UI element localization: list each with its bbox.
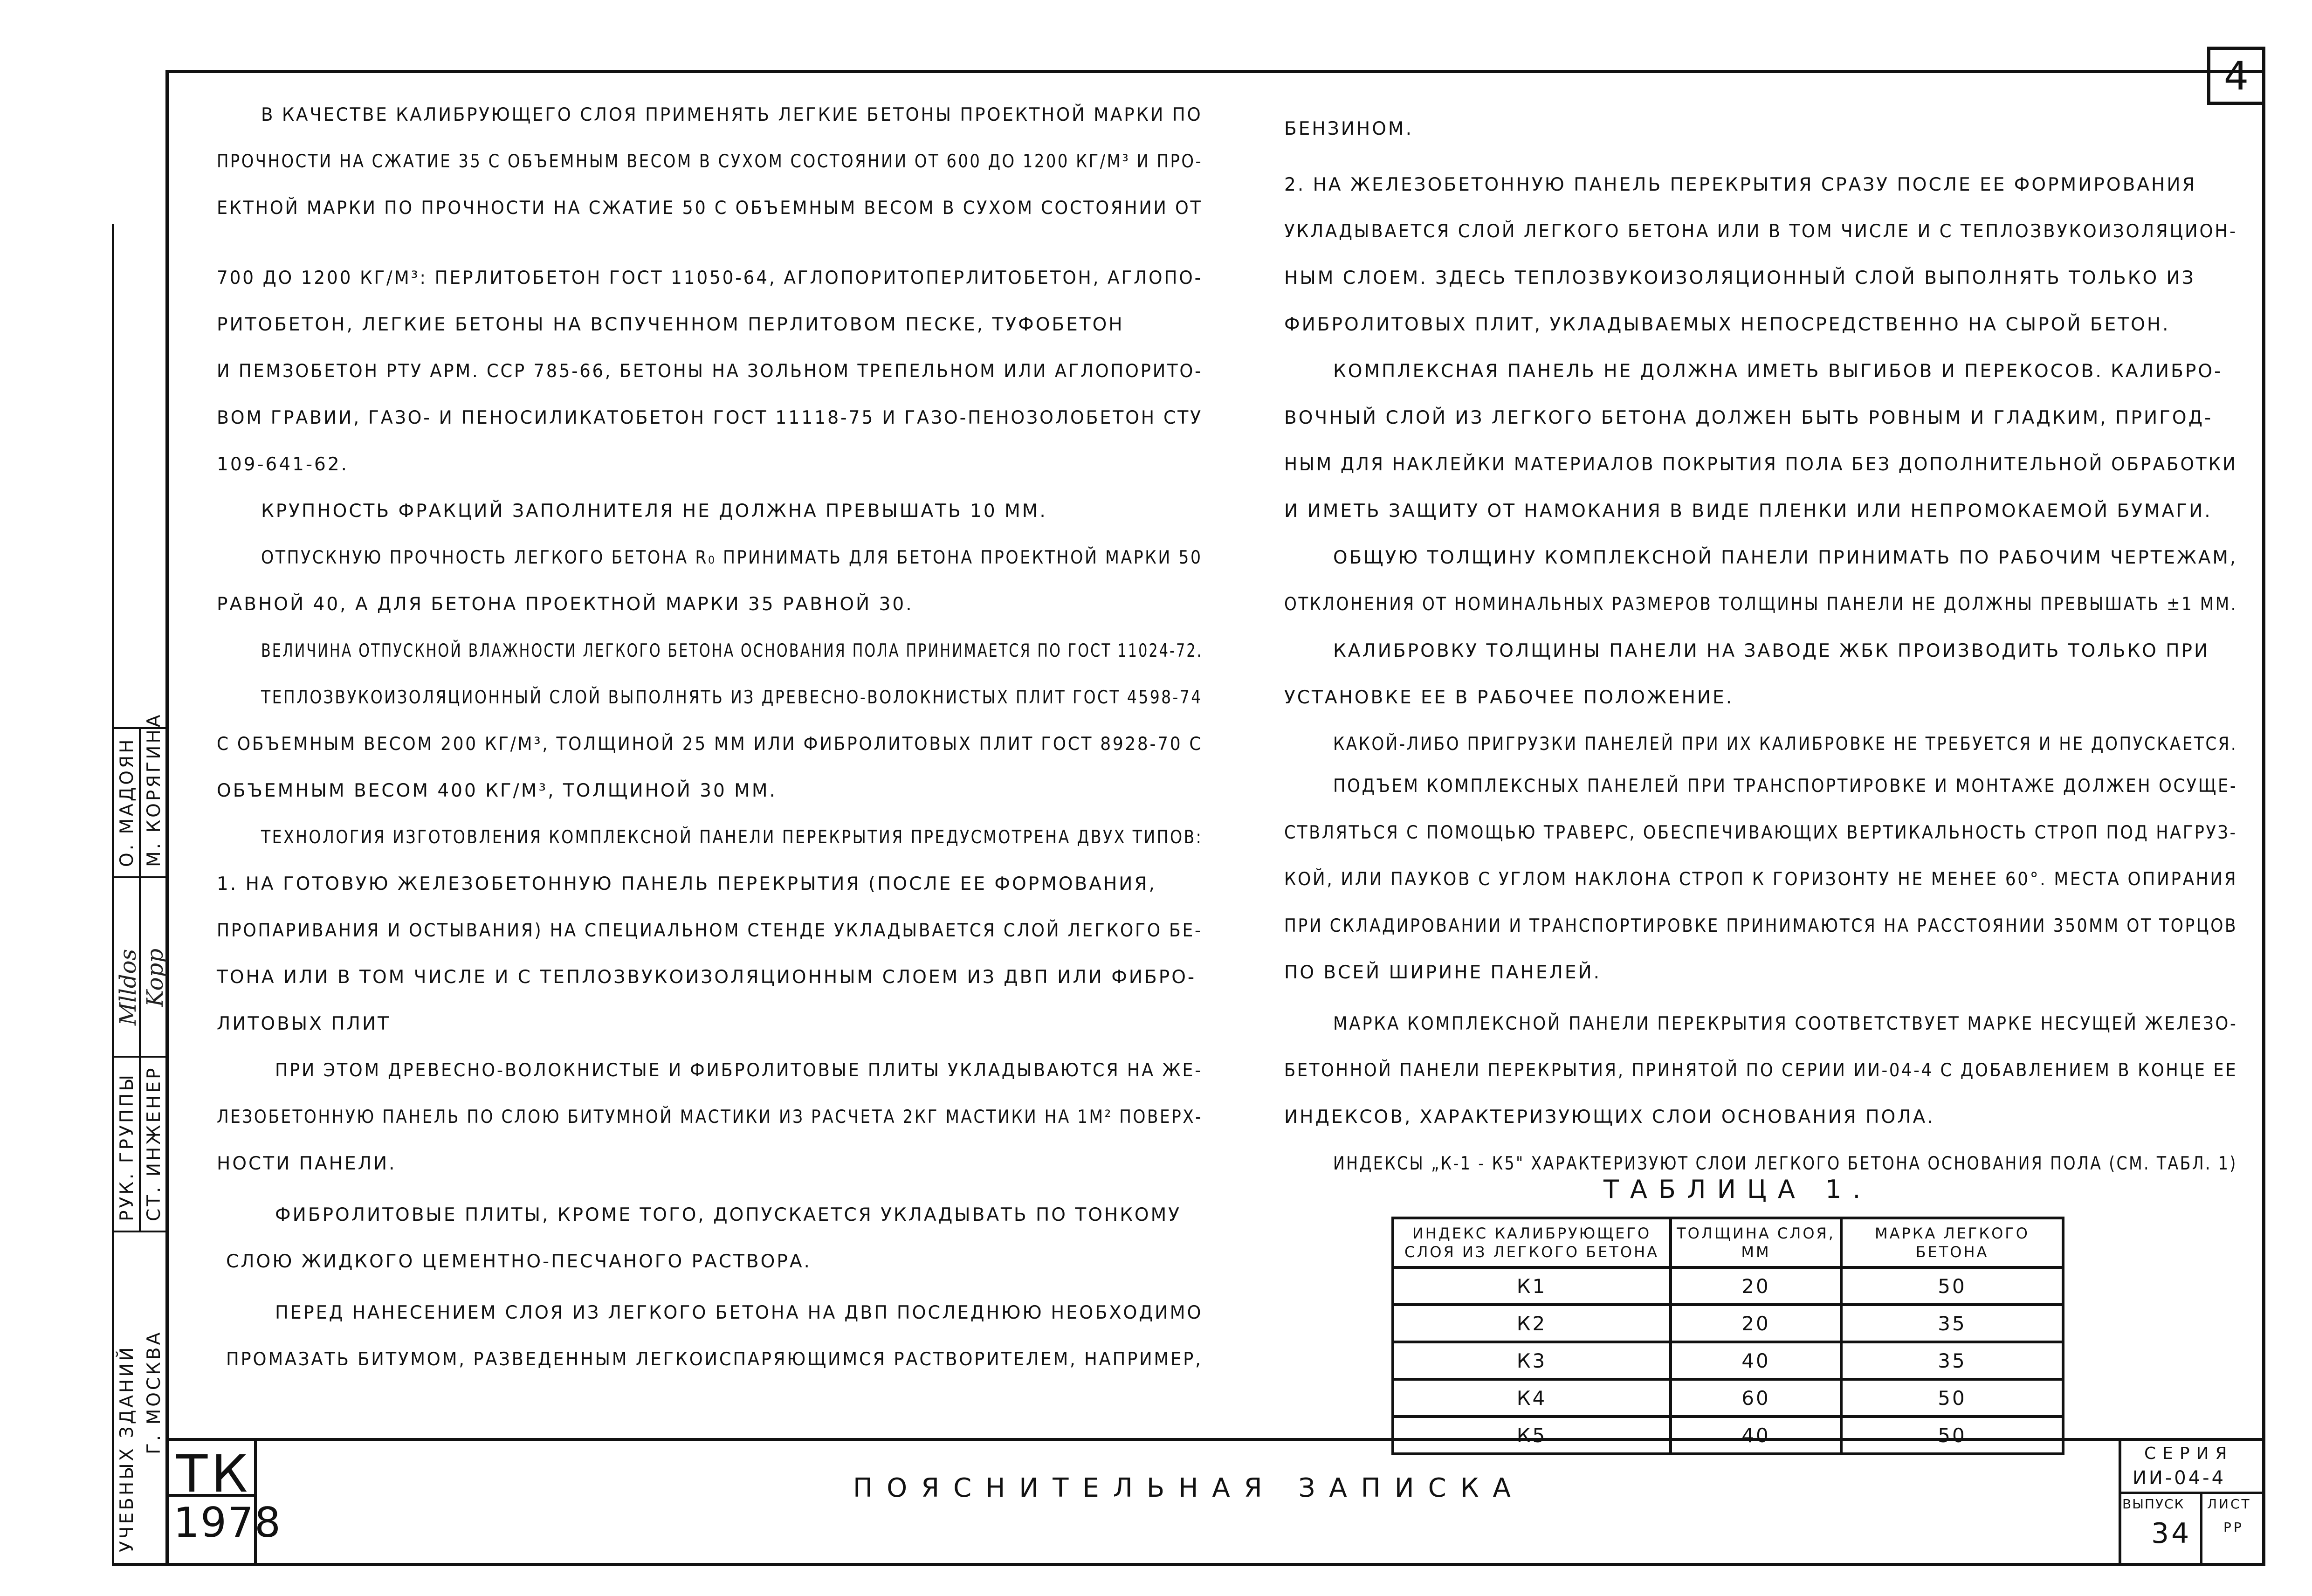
left-line-19: ТОНА ИЛИ В ТОМ ЧИСЛЕ И С ТЕПЛОЗВУКОИЗОЛЯЦИОННЫМ СЛОЕМ ИЗ ДВП ИЛИ ФИБРО- (217, 967, 1197, 988)
table-row (1393, 1267, 2063, 1305)
right-line-18: ПРИ СКЛАДИРОВАНИИ И ТРАНСПОРТИРОВКЕ ПРИНИМАЮТСЯ НА РАССТОЯНИИ 350ММ ОТ ТОРЦОВ (1284, 915, 2238, 936)
table-cell-index: К3 (1393, 1342, 1671, 1379)
right-line-7: ВОЧНЫЙ СЛОЙ ИЗ ЛЕГКОГО БЕТОНА ДОЛЖЕН БЫТЬ РОВНЫМ И ГЛАДКИМ, ПРИГОД- (1284, 407, 2213, 428)
right-line-13: УСТАНОВКЕ ЕЕ В РАБОЧЕЕ ПОЛОЖЕНИЕ. (1284, 687, 1734, 708)
title-block-tk: ТК (176, 1444, 252, 1504)
left-line-1: В КАЧЕСТВЕ КАЛИБРУЮЩЕГО СЛОЯ ПРИМЕНЯТЬ ЛЕГКИЕ БЕТОНЫ ПРОЕКТНОЙ МАРКИ ПО (261, 104, 1203, 125)
right-line-10: ОБЩУЮ ТОЛЩИНУ КОМПЛЕКСНОЙ ПАНЕЛИ ПРИНИМАТЬ ПО РАБОЧИМ ЧЕРТЕЖАМ, (1333, 547, 2238, 568)
table-header-thickness: ТОЛЩИНА СЛОЯ, ММ (1671, 1218, 1841, 1267)
left-line-8: 109-641-62. (217, 454, 349, 475)
right-line-21: БЕТОННОЙ ПАНЕЛИ ПЕРЕКРЫТИЯ, ПРИНЯТОЙ ПО СЕРИИ ИИ-04-4 С ДОБАВЛЕНИЕМ В КОНЦЕ ЕЕ (1284, 1060, 2238, 1081)
right-line-20: МАРКА КОМПЛЕКСНОЙ ПАНЕЛИ ПЕРЕКРЫТИЯ СООТВЕТСТВУЕТ МАРКЕ НЕСУЩЕЙ ЖЕЛЕЗО- (1333, 1013, 2238, 1034)
margin-name-2: М. КОРЯГИНА (144, 712, 165, 867)
left-line-16: ТЕХНОЛОГИЯ ИЗГОТОВЛЕНИЯ КОМПЛЕКСНОЙ ПАНЕЛИ ПЕРЕКРЫТИЯ ПРЕДУСМОТРЕНА ДВУХ ТИПОВ: (261, 827, 1203, 848)
table-cell-grade: 50 (1841, 1379, 2063, 1417)
left-line-2: ПРОЧНОСТИ НА СЖАТИЕ 35 С ОБЪЕМНЫМ ВЕСОМ В СУХОМ СОСТОЯНИИ ОТ 600 ДО 1200 КГ/М³ И ПРО- (217, 151, 1203, 172)
right-line-2: 2. НА ЖЕЛЕЗОБЕТОННУЮ ПАНЕЛЬ ПЕРЕКРЫТИЯ СРАЗУ ПОСЛЕ ЕЕ ФОРМИРОВАНИЯ (1284, 174, 2197, 195)
left-line-3: ЕКТНОЙ МАРКИ ПО ПРОЧНОСТИ НА СЖАТИЕ 50 С ОБЪЕМНЫМ ВЕСОМ В СУХОМ СОСТОЯНИИ ОТ (217, 198, 1203, 219)
left-line-11: РАВНОЙ 40, А ДЛЯ БЕТОНА ПРОЕКТНОЙ МАРКИ 35 РАВНОЙ 30. (217, 594, 914, 615)
sheet-value: РР (2223, 1520, 2244, 1535)
left-line-13: ТЕПЛОЗВУКОИЗОЛЯЦИОННЫЙ СЛОЙ ВЫПОЛНЯТЬ ИЗ ДРЕВЕСНО-ВОЛОКНИСТЫХ ПЛИТ ГОСТ 4598-74 (261, 687, 1203, 708)
table-cell-grade: 50 (1841, 1417, 2063, 1454)
table-header-grade: МАРКА ЛЕГКОГО БЕТОНА (1841, 1218, 2063, 1267)
right-line-1: БЕНЗИНОМ. (1284, 118, 1413, 139)
right-line-14: КАКОЙ-ЛИБО ПРИГРУЗКИ ПАНЕЛЕЙ ПРИ ИХ КАЛИБРОВКЕ НЕ ТРЕБУЕТСЯ И НЕ ДОПУСКАЕТСЯ. (1333, 734, 2238, 755)
left-line-25: СЛОЮ ЖИДКОГО ЦЕМЕНТНО-ПЕСЧАНОГО РАСТВОРА. (226, 1251, 812, 1272)
document-title: ПОЯСНИТЕЛЬНАЯ ЗАПИСКА (853, 1473, 1525, 1503)
table-cell-thickness: 20 (1671, 1305, 1841, 1342)
margin-role-1: РУК. ГРУППЫ (117, 1073, 138, 1221)
table-cell-index: К2 (1393, 1305, 1671, 1342)
frame-right-line (2262, 70, 2265, 1566)
right-line-5: ФИБРОЛИТОВЫХ ПЛИТ, УКЛАДЫВАЕМЫХ НЕПОСРЕДСТВЕННО НА СЫРОЙ БЕТОН. (1284, 314, 2170, 335)
right-line-4: НЫМ СЛОЕМ. ЗДЕСЬ ТЕПЛОЗВУКОИЗОЛЯЦИОННЫЙ СЛОЙ ВЫПОЛНЯТЬ ТОЛЬКО ИЗ (1284, 268, 2195, 289)
table-cell-thickness: 60 (1671, 1379, 1841, 1417)
right-line-11: ОТКЛОНЕНИЯ ОТ НОМИНАЛЬНЫХ РАЗМЕРОВ ТОЛЩИНЫ ПАНЕЛИ НЕ ДОЛЖНЫ ПРЕВЫШАТЬ ±1 ММ. (1284, 594, 2238, 615)
table-cell-thickness: 40 (1671, 1342, 1841, 1379)
left-line-27: ПРОМАЗАТЬ БИТУМОМ, РАЗВЕДЕННЫМ ЛЕГКОИСПАРЯЮЩИМСЯ РАСТВОРИТЕЛЕМ, НАПРИМЕР, (226, 1349, 1203, 1370)
title-block-series-bottom (2119, 1492, 2265, 1494)
margin-row-line-4 (112, 1231, 168, 1232)
right-line-15: ПОДЪЕМ КОМПЛЕКСНЫХ ПАНЕЛЕЙ ПРИ ТРАНСПОРТИРОВКЕ И МОНТАЖЕ ДОЛЖЕН ОСУЩЕ- (1333, 776, 2238, 797)
signature-2: Kopр (142, 949, 168, 1007)
title-block-year: 1978 (173, 1499, 282, 1547)
left-line-18: ПРОПАРИВАНИЯ И ОСТЫВАНИЯ) НА СПЕЦИАЛЬНОМ СТЕНДЕ УКЛАДЫВАЕТСЯ СЛОЙ ЛЕГКОГО БЕ- (217, 920, 1203, 941)
title-block-sheet-divider (2200, 1492, 2202, 1566)
sheet-number-box: 4 (2207, 47, 2265, 105)
left-line-26: ПЕРЕД НАНЕСЕНИЕМ СЛОЯ ИЗ ЛЕГКОГО БЕТОНА НА ДВП ПОСЛЕДНЮЮ НЕОБХОДИМО (275, 1302, 1203, 1323)
right-line-16: СТВЛЯТЬСЯ С ПОМОЩЬЮ ТРАВЕРС, ОБЕСПЕЧИВАЮЩИХ ВЕРТИКАЛЬНОСТЬ СТРОП ПОД НАГРУЗ- (1284, 822, 2237, 843)
right-line-3: УКЛАДЫВАЕТСЯ СЛОЙ ЛЕГКОГО БЕТОНА ИЛИ В ТОМ ЧИСЛЕ И С ТЕПЛОЗВУКОИЗОЛЯЦИОН- (1284, 221, 2238, 242)
left-line-14: С ОБЪЕМНЫМ ВЕСОМ 200 КГ/М³, ТОЛЩИНОЙ 25 ММ ИЛИ ФИБРОЛИТОВЫХ ПЛИТ ГОСТ 8928-70 С (217, 734, 1203, 755)
left-line-20: ЛИТОВЫХ ПЛИТ (217, 1013, 391, 1034)
left-line-4: 700 ДО 1200 КГ/М³: ПЕРЛИТОБЕТОН ГОСТ 11050-64, АГЛОПОРИТОПЕРЛИТОБЕТОН, АГЛОПО- (217, 268, 1203, 289)
left-line-17: 1. НА ГОТОВУЮ ЖЕЛЕЗОБЕТОННУЮ ПАНЕЛЬ ПЕРЕКРЫТИЯ (ПОСЛЕ ЕЕ ФОРМОВАНИЯ, (217, 874, 1156, 894)
right-line-19: ПО ВСЕЙ ШИРИНЕ ПАНЕЛЕЙ. (1284, 962, 1602, 983)
right-line-23: ИНДЕКСЫ „К-1 - К5" ХАРАКТЕРИЗУЮТ СЛОИ ЛЕГКОГО БЕТОНА ОСНОВАНИЯ ПОЛА (СМ. ТАБЛ. 1) (1333, 1153, 2237, 1174)
table-cell-grade: 50 (1841, 1267, 2063, 1305)
left-line-15: ОБЪЕМНЫМ ВЕСОМ 400 КГ/М³, ТОЛЩИНОЙ 30 ММ. (217, 780, 777, 801)
right-line-9: И ИМЕТЬ ЗАЩИТУ ОТ НАМОКАНИЯ В ВИДЕ ПЛЕНКИ ИЛИ НЕПРОМОКАЕМОЙ БУМАГИ. (1284, 501, 2212, 522)
right-line-8: НЫМ ДЛЯ НАКЛЕЙКИ МАТЕРИАЛОВ ПОКРЫТИЯ ПОЛА БЕЗ ДОПОЛНИТЕЛЬНОЙ ОБРАБОТКИ (1284, 454, 2237, 475)
right-line-17: КОЙ, ИЛИ ПАУКОВ С УГЛОМ НАКЛОНА СТРОП К ГОРИЗОНТУ НЕ МЕНЕЕ 60°. МЕСТА ОПИРАНИЯ (1284, 869, 2238, 890)
table-cell-grade: 35 (1841, 1305, 2063, 1342)
title-block-right-divider (2119, 1438, 2121, 1566)
margin-row-line-3 (112, 1056, 168, 1058)
margin-role-2: СТ. ИНЖЕНЕР (144, 1066, 165, 1221)
margin-name-1: О. МАДОЯН (117, 737, 138, 867)
left-line-22: ЛЕЗОБЕТОННУЮ ПАНЕЛЬ ПО СЛОЮ БИТУМНОЙ МАСТИКИ ИЗ РАСЧЕТА 2КГ МАСТИКИ НА 1М² ПОВЕРХ- (217, 1107, 1203, 1128)
issue-value: 34 (2151, 1517, 2192, 1550)
series-label: СЕРИЯ (2144, 1444, 2234, 1463)
frame-bottom-line (112, 1563, 2265, 1566)
left-line-7: ВОМ ГРАВИИ, ГАЗО- И ПЕНОСИЛИКАТОБЕТОН ГОСТ 11118-75 И ГАЗО-ПЕНОЗОЛОБЕТОН СТУ (217, 407, 1203, 428)
table-row (1393, 1342, 2063, 1379)
table-cell-index: К5 (1393, 1417, 1671, 1454)
left-line-12: ВЕЛИЧИНА ОТПУСКНОЙ ВЛАЖНОСТИ ЛЕГКОГО БЕТОНА ОСНОВАНИЯ ПОЛА ПРИНИМАЕТСЯ ПО ГОСТ 11024-72. (261, 640, 1203, 661)
series-value: ИИ-04-4 (2133, 1467, 2226, 1489)
table-header-row (1393, 1218, 2063, 1267)
frame-top-line (165, 70, 2265, 73)
table-cell-index: К1 (1393, 1267, 1671, 1305)
right-line-6: КОМПЛЕКСНАЯ ПАНЕЛЬ НЕ ДОЛЖНА ИМЕТЬ ВЫГИБОВ И ПЕРЕКОСОВ. КАЛИБРО- (1333, 361, 2223, 382)
left-line-23: НОСТИ ПАНЕЛИ. (217, 1153, 397, 1174)
table-row (1393, 1417, 2063, 1454)
table-title: ТАБЛИЦА 1. (1603, 1175, 1872, 1204)
margin-org-line1: УЧЕБНЫХ ЗДАНИЙ (117, 1345, 138, 1552)
left-line-9: КРУПНОСТЬ ФРАКЦИЙ ЗАПОЛНИТЕЛЯ НЕ ДОЛЖНА ПРЕВЫШАТЬ 10 ММ. (261, 501, 1047, 522)
margin-org-line2: Г. МОСКВА (144, 1330, 165, 1454)
margin-row-line-2 (112, 876, 168, 878)
left-line-10: ОТПУСКНУЮ ПРОЧНОСТЬ ЛЕГКОГО БЕТОНА R₀ ПРИНИМАТЬ ДЛЯ БЕТОНА ПРОЕКТНОЙ МАРКИ 50 (261, 547, 1203, 568)
right-line-12: КАЛИБРОВКУ ТОЛЩИНЫ ПАНЕЛИ НА ЗАВОДЕ ЖБК ПРОИЗВОДИТЬ ТОЛЬКО ПРИ (1333, 640, 2210, 661)
sheet-label: ЛИСТ (2207, 1496, 2251, 1512)
signature-1: Mlldos (115, 949, 141, 1025)
left-line-24: ФИБРОЛИТОВЫЕ ПЛИТЫ, КРОМЕ ТОГО, ДОПУСКАЕТСЯ УКЛАДЫВАТЬ ПО ТОНКОМУ (275, 1204, 1182, 1225)
table-cell-grade: 35 (1841, 1342, 2063, 1379)
table-cell-thickness: 20 (1671, 1267, 1841, 1305)
table-row (1393, 1305, 2063, 1342)
left-line-21: ПРИ ЭТОМ ДРЕВЕСНО-ВОЛОКНИСТЫЕ И ФИБРОЛИТОВЫЕ ПЛИТЫ УКЛАДЫВАЮТСЯ НА ЖЕ- (275, 1060, 1203, 1081)
issue-label: ВЫПУСК (2122, 1496, 2185, 1512)
table-row (1393, 1379, 2063, 1417)
left-line-5: РИТОБЕТОН, ЛЕГКИЕ БЕТОНЫ НА ВСПУЧЕННОМ ПЕРЛИТОВОМ ПЕСКЕ, ТУФОБЕТОН (217, 314, 1124, 335)
right-line-22: ИНДЕКСОВ, ХАРАКТЕРИЗУЮЩИХ СЛОИ ОСНОВАНИЯ ПОЛА. (1284, 1107, 1935, 1128)
table-cell-index: К4 (1393, 1379, 1671, 1417)
table-cell-thickness: 40 (1671, 1417, 1841, 1454)
table-header-index: ИНДЕКС КАЛИБРУЮЩЕГО СЛОЯ ИЗ ЛЕГКОГО БЕТОНА (1393, 1218, 1671, 1267)
layers-table (1391, 1217, 2064, 1455)
margin-outer-line (112, 224, 114, 1566)
left-line-6: И ПЕМЗОБЕТОН РТУ АРМ. ССР 785-66, БЕТОНЫ НА ЗОЛЬНОМ ТРЕПЕЛЬНОМ ИЛИ АГЛОПОРИТО- (217, 361, 1203, 382)
